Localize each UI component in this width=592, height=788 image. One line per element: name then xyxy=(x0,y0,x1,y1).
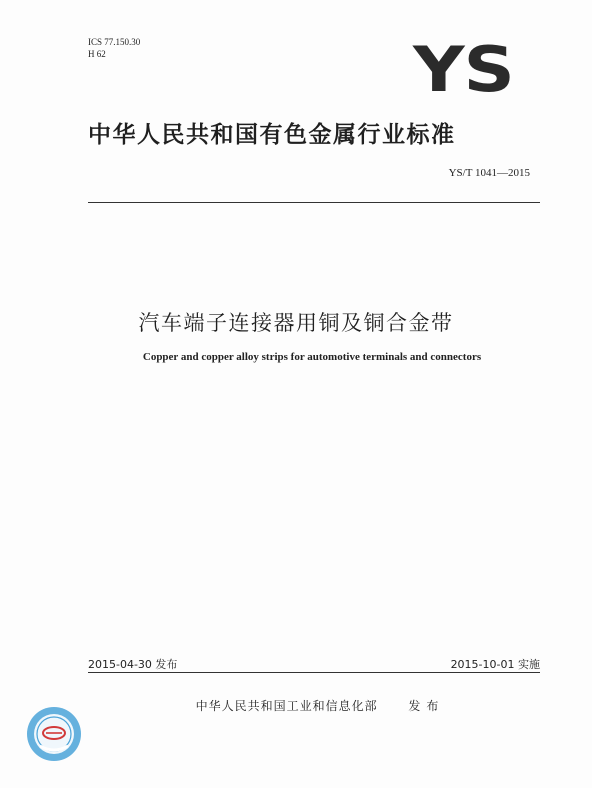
ccs-code: H 62 xyxy=(88,49,106,59)
publisher-action: 发布 xyxy=(408,699,445,713)
ics-code: ICS 77.150.30 xyxy=(88,37,141,47)
document-title-en: Copper and copper alloy strips for automotive terminals and connectors xyxy=(142,351,482,363)
document-title-zh: 汽车端子连接器用铜及铜合金带 xyxy=(138,311,454,335)
issue-date: 2015-04-30 发布 xyxy=(88,658,178,671)
publisher-line xyxy=(0,697,592,714)
ys-logo: YS xyxy=(413,33,514,106)
certification-seal-icon xyxy=(26,706,82,762)
footer-divider xyxy=(88,672,540,673)
header-divider xyxy=(88,202,540,203)
implementation-date: 2015-10-01 实施 xyxy=(450,658,540,671)
classification-codes xyxy=(88,36,140,60)
standard-category-title: 中华人民共和国有色金属行业标准 xyxy=(88,122,456,148)
publisher-name: 中华人民共和国工业和信息化部 xyxy=(195,699,378,713)
date-row xyxy=(88,656,540,672)
standard-number: YS/T 1041—2015 xyxy=(448,167,530,179)
